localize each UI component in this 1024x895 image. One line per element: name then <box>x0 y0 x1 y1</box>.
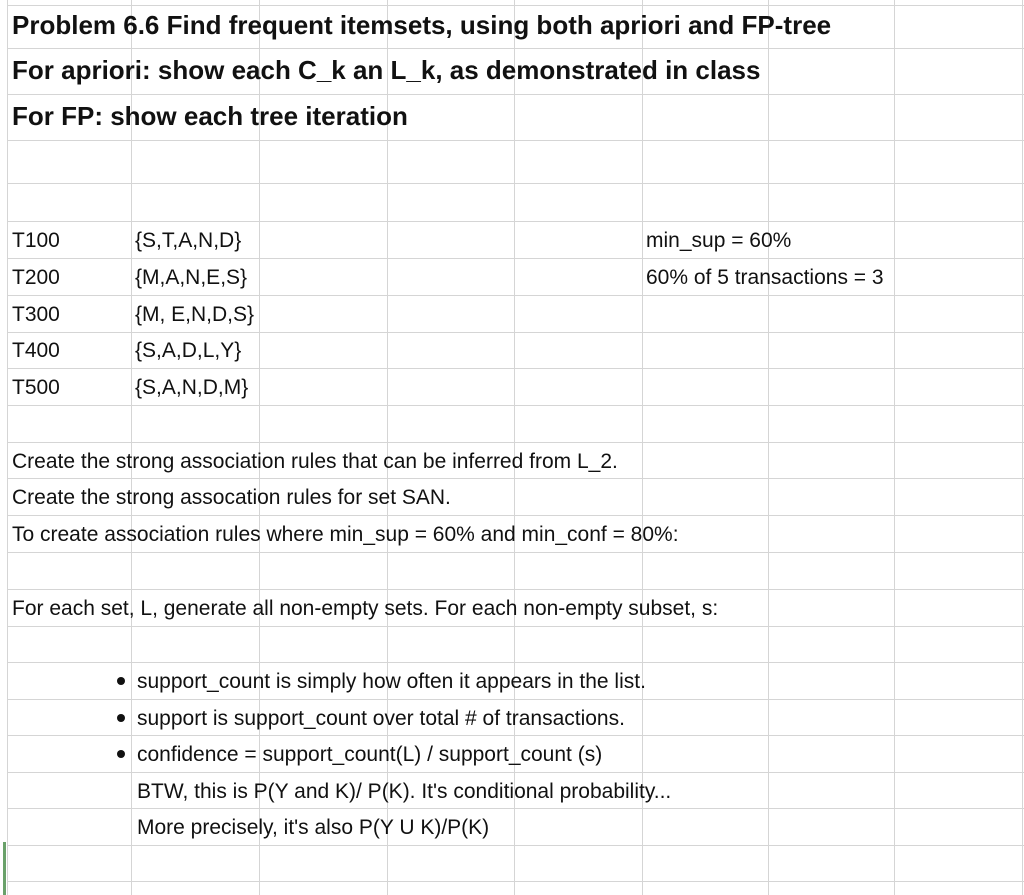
transaction-items[interactable]: {S,T,A,N,D} <box>135 229 242 252</box>
transaction-items[interactable]: {S,A,D,L,Y} <box>135 339 242 362</box>
instruction-line-3[interactable]: To create association rules where min_sup = 60% and min_conf = 80%: <box>12 523 679 546</box>
header-line-1[interactable]: Problem 6.6 Find frequent itemsets, using both apriori and FP-tree <box>12 10 832 40</box>
row-header-edge <box>0 0 8 895</box>
transaction-id[interactable]: T100 <box>12 229 60 252</box>
bullet-icon <box>117 714 125 722</box>
bullet-text[interactable]: confidence = support_count(L) / support_count (s) <box>137 743 603 766</box>
bullet-text[interactable]: support is support_count over total # of transactions. <box>137 707 625 730</box>
note-precise[interactable]: More precisely, it's also P(Y U K)/P(K) <box>137 816 490 839</box>
transaction-id[interactable]: T400 <box>12 339 60 362</box>
transaction-items[interactable]: {S,A,N,D,M} <box>135 376 249 399</box>
transaction-items[interactable]: {M, E,N,D,S} <box>135 303 255 326</box>
note-btw[interactable]: BTW, this is P(Y and K)/ P(K). It's conditional probability... <box>137 780 672 803</box>
transaction-id[interactable]: T200 <box>12 266 60 289</box>
instruction-line-4[interactable]: For each set, L, generate all non-empty sets. For each non-empty subset, s: <box>12 597 719 620</box>
support-calc-cell[interactable]: 60% of 5 transactions = 3 <box>646 266 884 289</box>
min-sup-cell[interactable]: min_sup = 60% <box>646 229 792 252</box>
header-line-2[interactable]: For apriori: show each C_k an L_k, as demonstrated in class <box>12 55 761 85</box>
instruction-line-1[interactable]: Create the strong association rules that can be inferred from L_2. <box>12 450 618 473</box>
transaction-items[interactable]: {M,A,N,E,S} <box>135 266 248 289</box>
instruction-line-2[interactable]: Create the strong assocation rules for set SAN. <box>12 486 451 509</box>
bullet-text[interactable]: support_count is simply how often it appears in the list. <box>137 670 646 693</box>
bullet-icon <box>117 750 125 758</box>
header-line-3[interactable]: For FP: show each tree iteration <box>12 101 408 131</box>
bullet-icon <box>117 677 125 685</box>
transaction-id[interactable]: T300 <box>12 303 60 326</box>
transaction-id[interactable]: T500 <box>12 376 60 399</box>
